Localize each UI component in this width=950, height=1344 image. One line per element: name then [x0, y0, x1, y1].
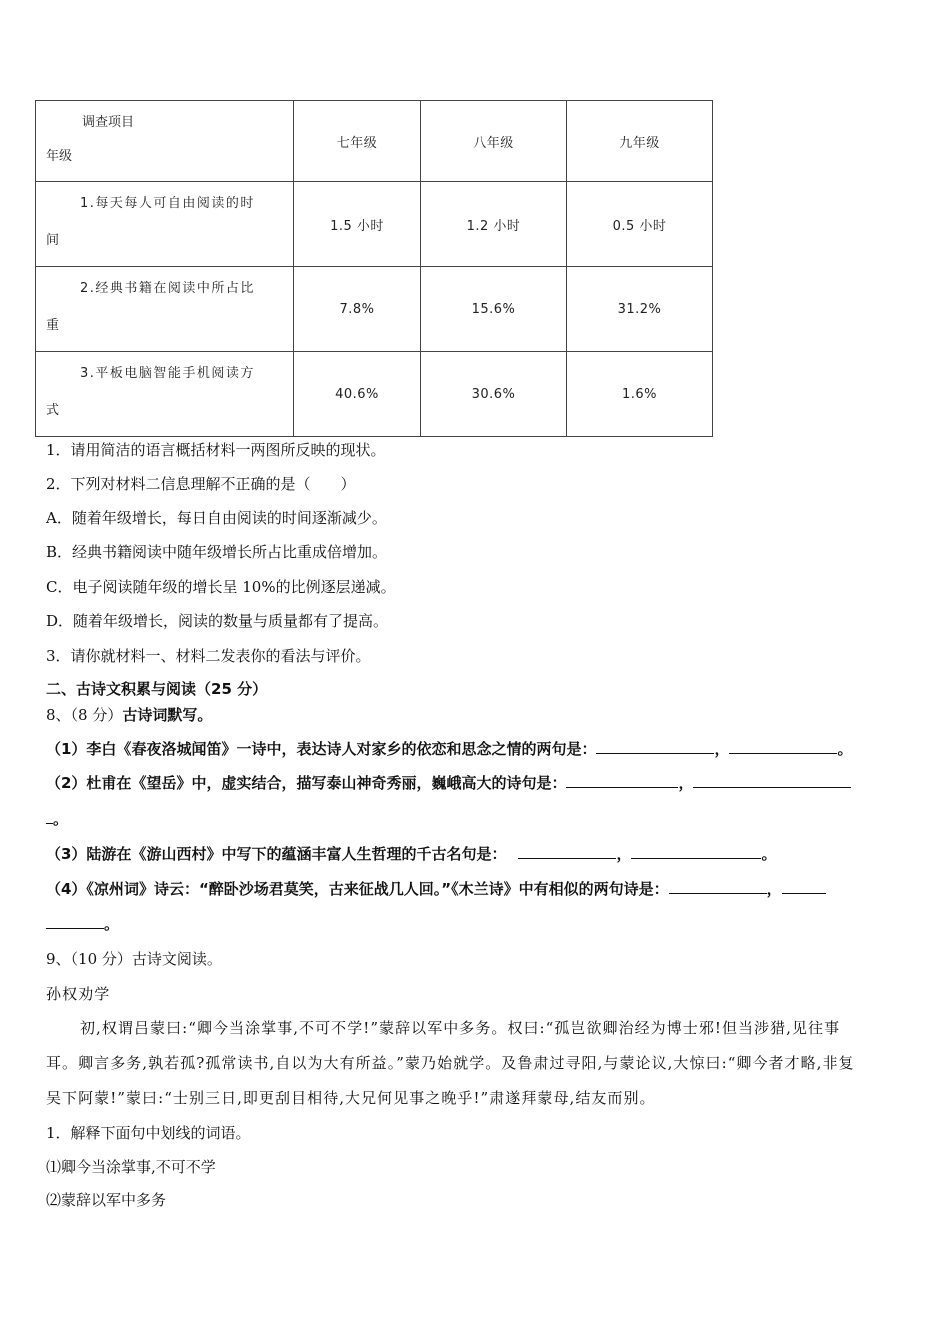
- q9-sub-item-1: ⑴卿今当涂掌事,不可不学: [46, 1158, 216, 1176]
- table-cell: 1.6%: [567, 352, 713, 437]
- row-item-label-cont: 式: [46, 403, 60, 418]
- answer-blank[interactable]: [782, 881, 826, 894]
- reading-survey-table: [35, 100, 713, 437]
- answer-blank[interactable]: [669, 881, 767, 894]
- header-grade-9: 九年级: [567, 101, 713, 182]
- row-item-label: 3.平板电脑智能手机阅读方: [80, 366, 255, 381]
- question-1: 1．请用简洁的语言概括材料一两图所反映的现状。: [46, 441, 386, 459]
- table-cell: 1.5 小时: [294, 182, 421, 267]
- table-cell: 40.6%: [294, 352, 421, 437]
- table-row: [36, 267, 713, 352]
- q8-item-4-text: （4）《凉州词》诗云：“醉卧沙场君莫笑，古来征战几人回。”《木兰诗》中有相似的两句诗是：: [46, 880, 669, 898]
- option-c: C．电子阅读随年级的增长呈 10%的比例逐层递减。: [46, 578, 396, 596]
- row-item-cell: [36, 182, 294, 267]
- answer-blank[interactable]: [693, 775, 851, 788]
- table-cell: 1.2 小时: [421, 182, 567, 267]
- corner-label-item: 调查项目: [82, 115, 135, 130]
- option-b: B．经典书籍阅读中随年级增长所占比重成倍增加。: [46, 543, 388, 561]
- answer-blank[interactable]: [518, 846, 616, 859]
- answer-blank[interactable]: [596, 741, 714, 754]
- passage-line-3: 吴下阿蒙!”蒙曰:“士别三日,即更刮目相待,大兄何见事之晚乎!”肃遂拜蒙母,结友而别。: [46, 1089, 656, 1107]
- passage-line-2: 耳。卿言多务,孰若孤?孤常读书,自以为大有所益。”蒙乃始就学。及鲁肃过寻阳,与蒙论议,大惊曰:“卿今者才略,非复: [46, 1054, 855, 1072]
- table-corner-cell: [36, 101, 294, 182]
- row-item-label-cont: 间: [46, 233, 60, 248]
- section-2-title: 二、古诗文积累与阅读（25 分）: [46, 680, 268, 698]
- q8-item-1-text: （1）李白《春夜洛城闻笛》一诗中，表达诗人对家乡的依恋和思念之情的两句是：: [46, 740, 597, 758]
- row-item-cell: [36, 267, 294, 352]
- q8-item-4-cont: 。: [46, 913, 119, 934]
- table-cell: 31.2%: [567, 267, 713, 352]
- answer-blank[interactable]: [566, 775, 678, 788]
- row-item-cell: [36, 352, 294, 437]
- table-row: [36, 182, 713, 267]
- passage-line-1: 初,权谓吕蒙曰:“卿今当涂掌事,不可不学!”蒙辞以军中多务。权曰:“孤岂欲卿治经为博士邪!但当涉猎,见往事: [80, 1019, 841, 1037]
- row-item-label: 1.每天每人可自由阅读的时: [80, 196, 255, 211]
- header-grade-8: 八年级: [421, 101, 567, 182]
- answer-blank[interactable]: [631, 846, 761, 859]
- answer-blank-cont[interactable]: [46, 916, 104, 929]
- question-8-header: [46, 704, 212, 725]
- option-a: A．随着年级增长，每日自由阅读的时间逐渐减少。: [46, 509, 387, 527]
- q8-item-3: （3）陆游在《游山西村》中写下的蕴涵丰富人生哲理的千古名句是： ， 。: [46, 845, 777, 863]
- answer-blank-cont[interactable]: [46, 811, 53, 824]
- table-header-row: [36, 101, 713, 182]
- row-item-label: 2.经典书籍在阅读中所占比: [80, 281, 255, 296]
- option-d: D．随着年级增长，阅读的数量与质量都有了提高。: [46, 612, 389, 630]
- q8-item-3-text: （3）陆游在《游山西村》中写下的蕴涵丰富人生哲理的千古名句是：: [46, 845, 507, 863]
- question-8-prefix: 8、（8 分）: [46, 706, 123, 724]
- q8-item-2-cont: 。: [46, 808, 68, 829]
- table-cell: 7.8%: [294, 267, 421, 352]
- q9-sub-item-2: ⑵蒙辞以军中多务: [46, 1191, 167, 1209]
- table-cell: 15.6%: [421, 267, 567, 352]
- passage-title: 孙权劝学: [46, 985, 111, 1003]
- table-cell: 0.5 小时: [567, 182, 713, 267]
- table-cell: 30.6%: [421, 352, 567, 437]
- question-2: 2．下列对材料二信息理解不正确的是（ ）: [46, 475, 356, 493]
- q8-item-1: （1）李白《春夜洛城闻笛》一诗中，表达诗人对家乡的依恋和思念之情的两句是： ， 。: [46, 740, 853, 758]
- q8-item-2: （2）杜甫在《望岳》中，虚实结合，描写泰山神奇秀丽，巍峨高大的诗句是： ，: [46, 772, 851, 793]
- corner-label-grade: 年级: [46, 149, 73, 164]
- q8-item-4: （4）《凉州词》诗云：“醉卧沙场君莫笑，古来征战几人回。”《木兰诗》中有相似的两句诗是： ，: [46, 878, 826, 899]
- question-8-title: 古诗词默写。: [122, 706, 213, 724]
- question-3: 3．请你就材料一、材料二发表你的看法与评价。: [46, 647, 371, 665]
- row-item-label-cont: 重: [46, 318, 60, 333]
- q8-item-2-text: （2）杜甫在《望岳》中，虚实结合，描写泰山神奇秀丽，巍峨高大的诗句是：: [46, 774, 567, 792]
- question-9-header: 9、（10 分）古诗文阅读。: [46, 950, 222, 968]
- header-grade-7: 七年级: [294, 101, 421, 182]
- answer-blank[interactable]: [729, 741, 837, 754]
- table-row: [36, 352, 713, 437]
- q9-sub-question-1: 1．解释下面句中划线的词语。: [46, 1124, 251, 1142]
